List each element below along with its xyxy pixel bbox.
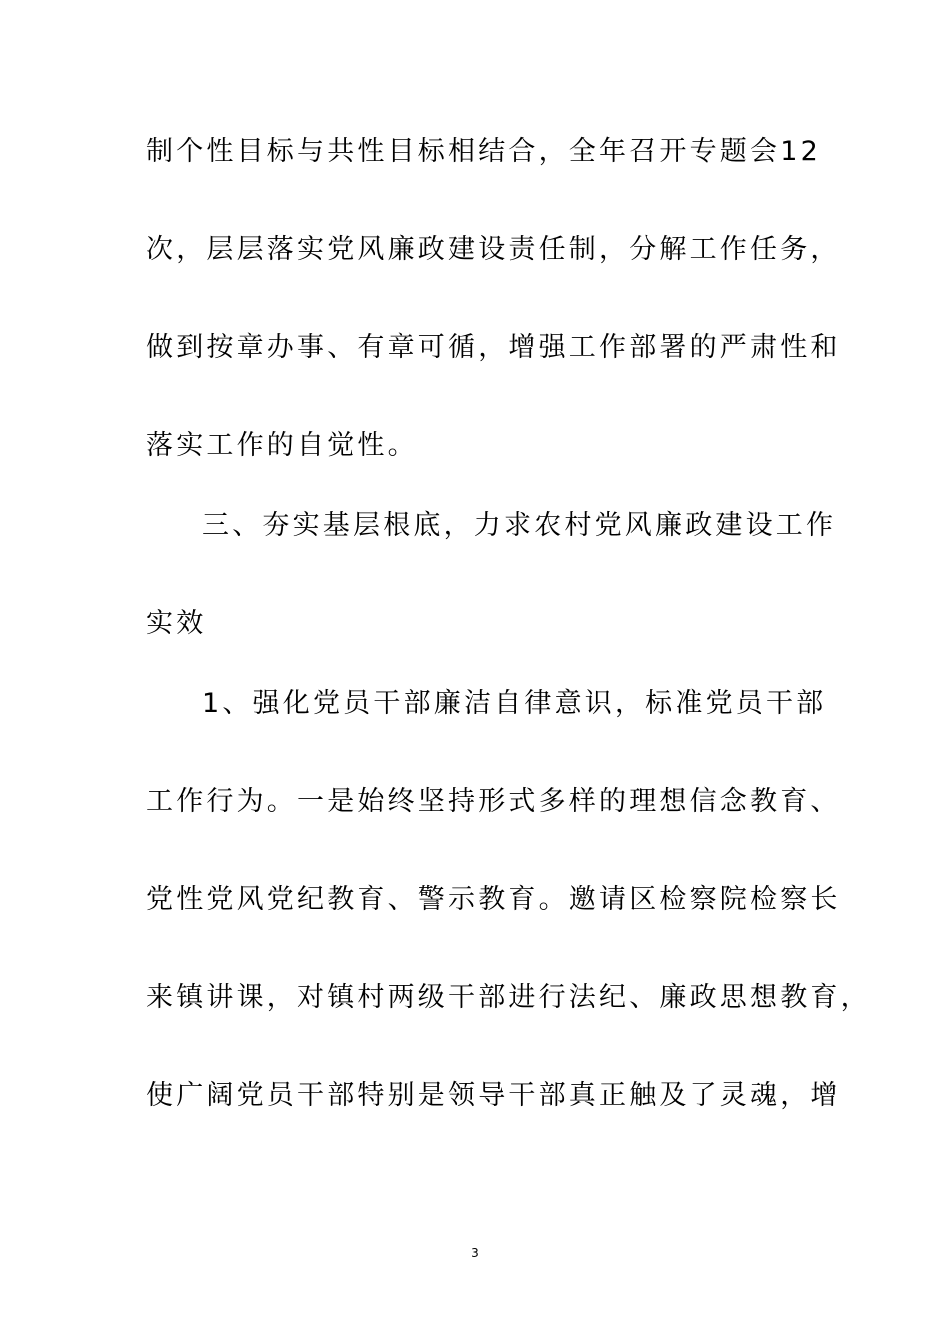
section-heading-line: 实效 (146, 608, 207, 639)
body-text-line: 次，层层落实党风廉政建设责任制，分解工作任务， (146, 234, 841, 265)
body-text-line: 落实工作的自觉性。 (146, 430, 418, 461)
body-text-line: 使广阔党员干部特别是领导干部真正触及了灵魂，增 (146, 1080, 841, 1111)
body-text-line: 党性党风党纪教育、警示教育。邀请区检察院检察长 (146, 884, 841, 915)
body-text-line: 来镇讲课，对镇村两级干部进行法纪、廉政思想教育， (146, 982, 871, 1013)
section-heading-line: 三、夯实基层根底，力求农村党风廉政建设工作 (202, 510, 837, 541)
page-number: 3 (471, 1246, 479, 1260)
body-text-line: 工作行为。一是始终坚持形式多样的理想信念教育、 (146, 786, 841, 817)
body-text-line: 做到按章办事、有章可循，增强工作部署的严肃性和 (146, 332, 841, 363)
body-text-line: 1、强化党员干部廉洁自律意识，标准党员干部 (202, 688, 827, 719)
body-text-line: 制个性目标与共性目标相结合，全年召开专题会12 (146, 136, 821, 167)
